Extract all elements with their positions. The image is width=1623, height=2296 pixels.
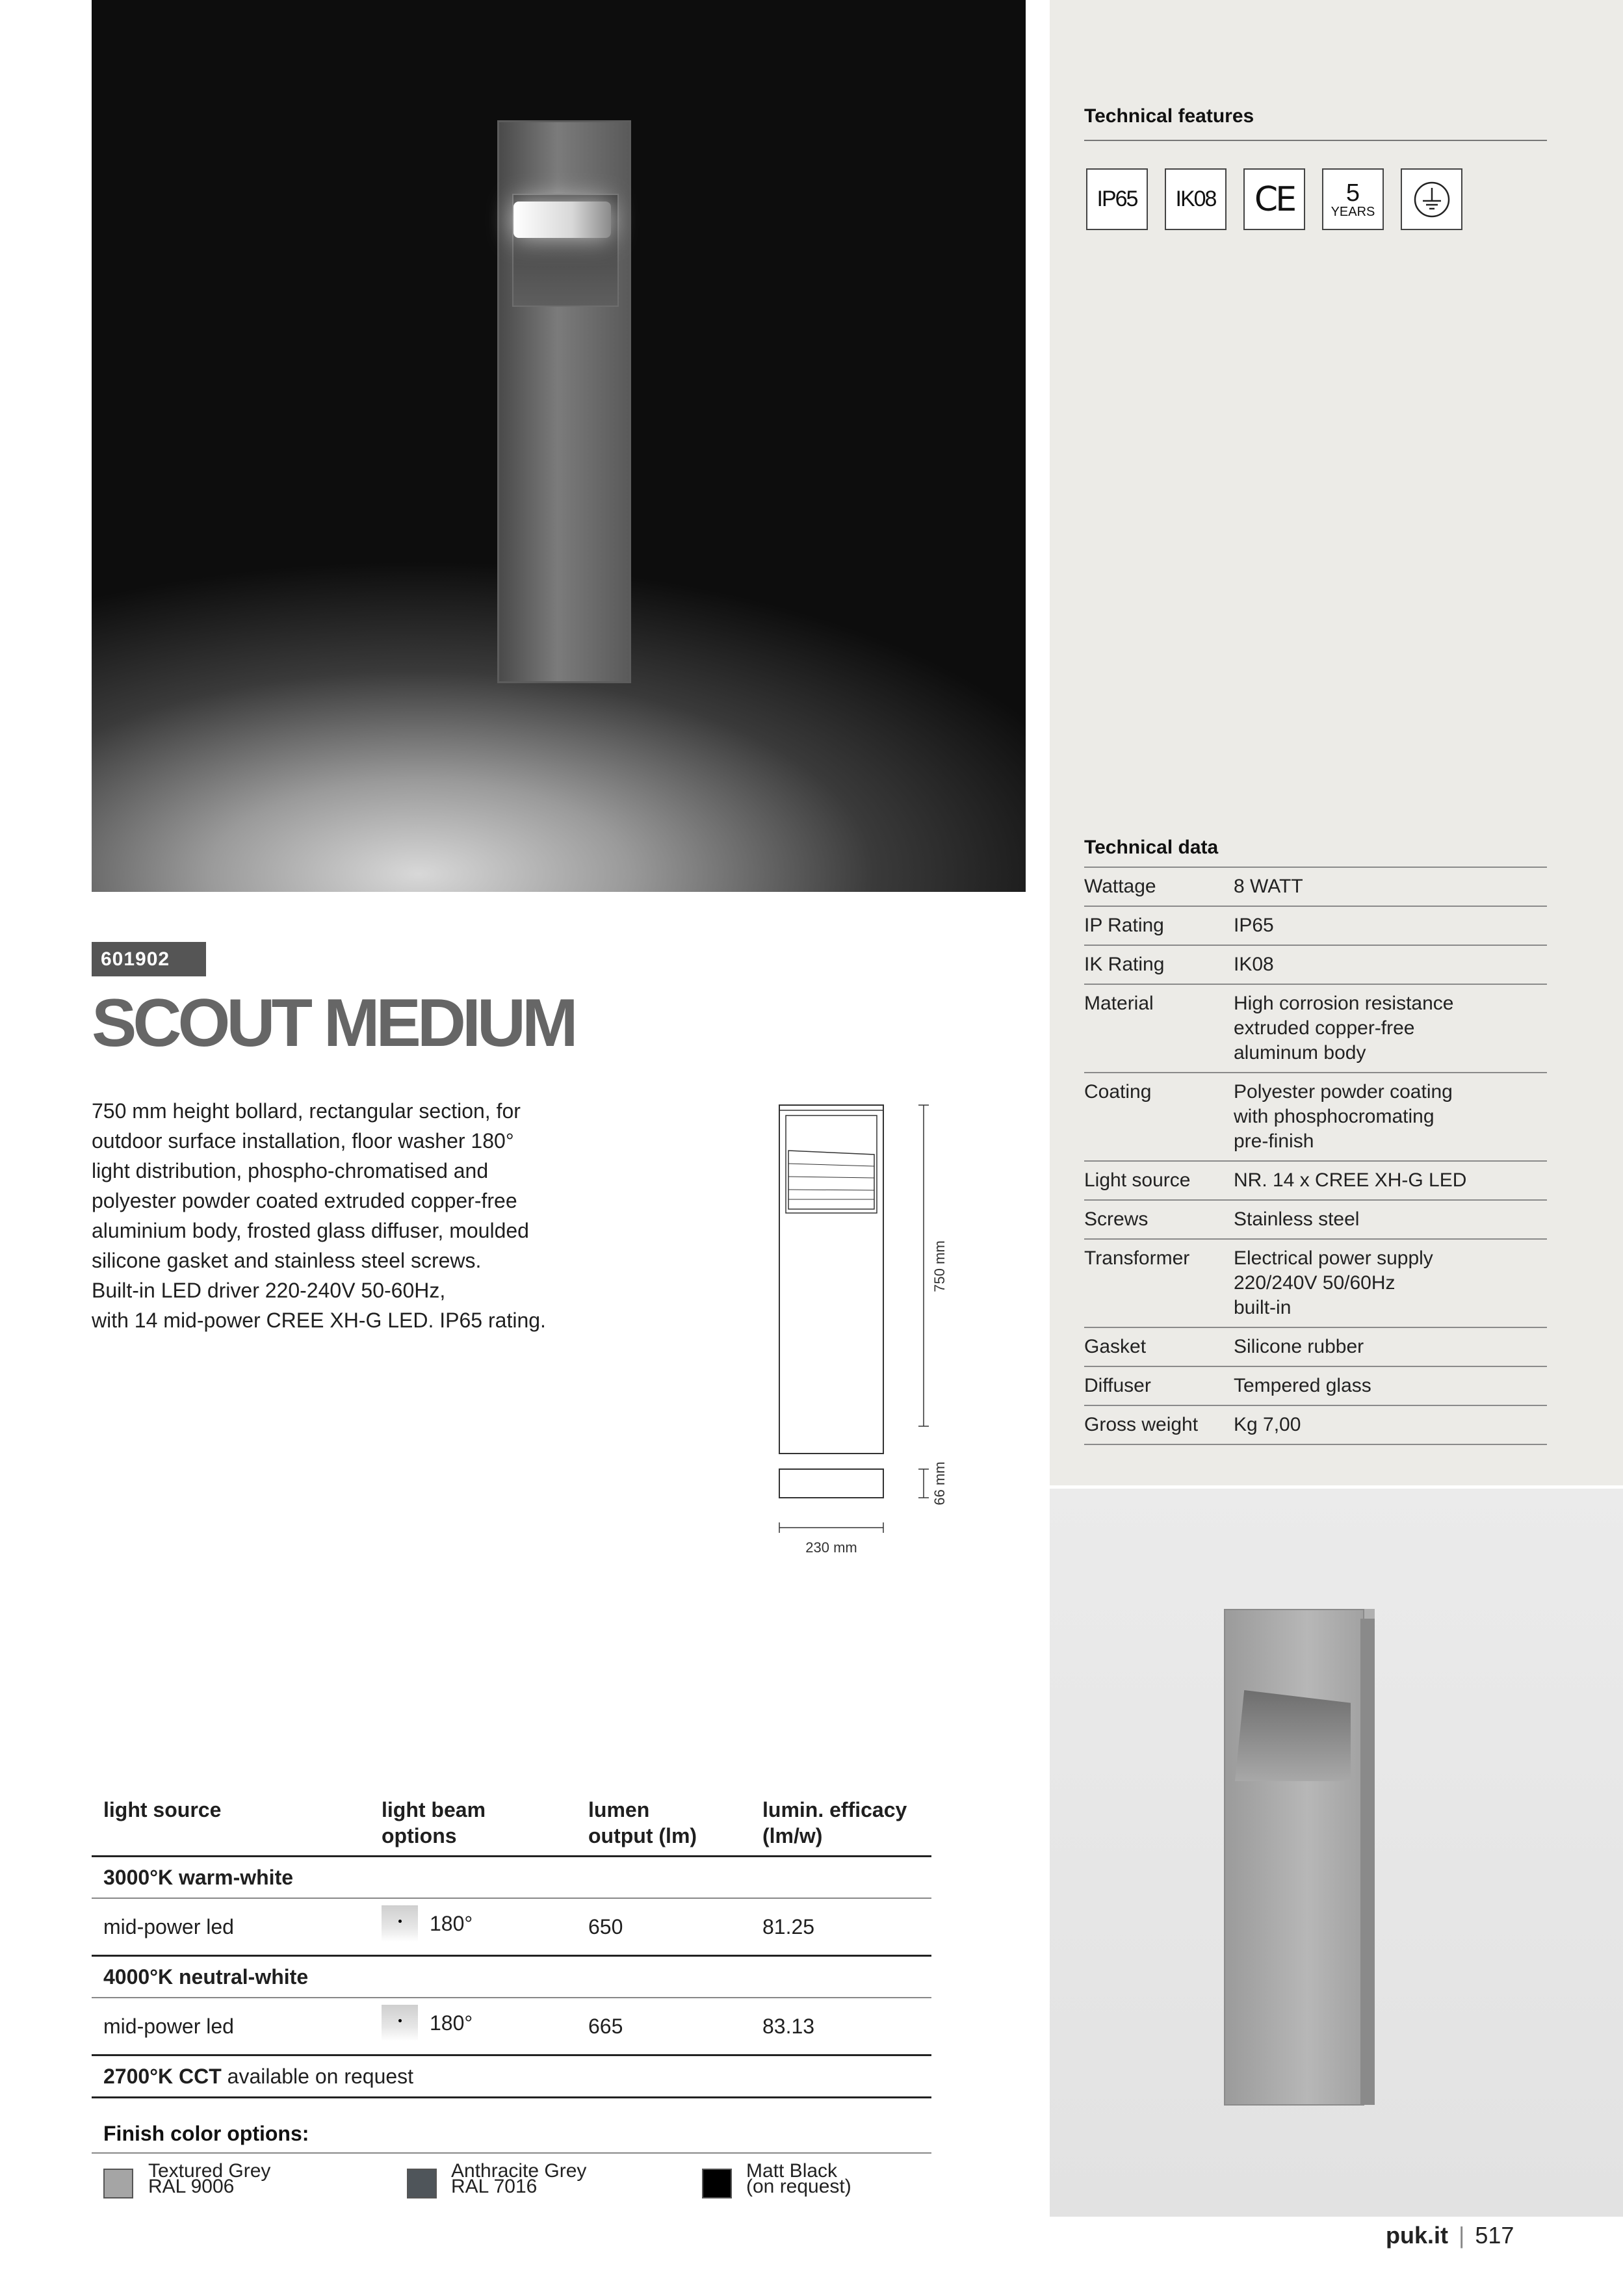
description-line: polyester powder coated extruded copper-free	[92, 1189, 517, 1212]
beam-180-icon	[382, 1905, 418, 1942]
spec-key: Transformer	[1084, 1239, 1234, 1327]
ik08-icon: IK08	[1165, 168, 1227, 230]
spec-key: Material	[1084, 984, 1234, 1073]
cell-beam: 180°	[370, 1998, 577, 2055]
description-line: light distribution, phospho-chromatised and	[92, 1159, 489, 1182]
performance-table	[92, 1794, 931, 2098]
spec-key: Wattage	[1084, 867, 1234, 906]
spec-value: IP65	[1234, 906, 1547, 945]
column-header: lumen output (lm)	[577, 1794, 751, 1857]
cell-efficacy: 83.13	[751, 1998, 931, 2055]
cell-lumen: 665	[577, 1998, 751, 2055]
swatch-label: Anthracite Grey RAL 7016	[451, 2160, 587, 2197]
technical-data-row	[1084, 1405, 1547, 1444]
website-link[interactable]: puk.it	[1386, 2222, 1448, 2249]
swatch-anthracite-grey	[407, 2169, 437, 2198]
product-description	[92, 1096, 599, 1335]
table-row	[92, 1898, 931, 1956]
page-number: 517	[1475, 2222, 1514, 2249]
warranty-icon: 5 YEARS	[1322, 168, 1384, 230]
product-photo	[1050, 1489, 1623, 2217]
spec-value: Tempered glass	[1234, 1366, 1547, 1405]
spec-key: Coating	[1084, 1073, 1234, 1161]
table-row	[92, 1998, 931, 2055]
spec-value: IK08	[1234, 945, 1547, 984]
depth-dimension-label: 66 mm	[931, 1461, 948, 1506]
description-line: outdoor surface installation, floor washer 180°	[92, 1129, 514, 1153]
group-label: 4000°K neutral-white	[92, 1956, 931, 1998]
spec-key: Screws	[1084, 1200, 1234, 1239]
spec-key: IK Rating	[1084, 945, 1234, 984]
description-line: aluminium body, frosted glass diffuser, moulded	[92, 1219, 529, 1242]
column-header: light source	[92, 1794, 370, 1857]
bollard-photo-figure	[497, 120, 631, 683]
spec-key: IP Rating	[1084, 906, 1234, 945]
spec-value: Polyester powder coating with phosphocromating pre-finish	[1234, 1073, 1547, 1161]
swatch-matt-black	[702, 2169, 732, 2198]
spec-value: NR. 14 x CREE XH-G LED	[1234, 1161, 1547, 1200]
technical-data-row	[1084, 945, 1547, 984]
availability-note: 2700°K CCT available on request	[92, 2055, 931, 2098]
height-dimension-label: 750 mm	[931, 1240, 948, 1292]
technical-data-title: Technical data	[1084, 837, 1219, 858]
technical-data-table	[1084, 867, 1547, 1445]
finish-divider	[92, 2152, 931, 2154]
spec-value: Electrical power supply 220/240V 50/60Hz built-in	[1234, 1239, 1547, 1327]
technical-data-row	[1084, 1073, 1547, 1161]
technical-data-row	[1084, 1239, 1547, 1327]
spec-value: Kg 7,00	[1234, 1405, 1547, 1444]
technical-data-row	[1084, 906, 1547, 945]
description-line: with 14 mid-power CREE XH-G LED. IP65 rating.	[92, 1309, 546, 1332]
description-line: Built-in LED driver 220-240V 50-60Hz,	[92, 1279, 446, 1302]
spec-key: Gasket	[1084, 1327, 1234, 1366]
cell-source: mid-power led	[92, 1898, 370, 1956]
finish-options-title: Finish color options:	[103, 2122, 309, 2145]
technical-features-title: Technical features	[1084, 105, 1254, 127]
earth-ground-icon	[1401, 168, 1462, 230]
group-label: 3000°K warm-white	[92, 1857, 931, 1899]
spec-key: Diffuser	[1084, 1366, 1234, 1405]
technical-features-divider	[1084, 140, 1547, 141]
swatch-textured-grey	[103, 2169, 133, 2198]
ce-mark-icon: CE	[1243, 168, 1305, 230]
spec-value: Stainless steel	[1234, 1200, 1547, 1239]
technical-data-row	[1084, 984, 1547, 1073]
cell-lumen: 650	[577, 1898, 751, 1956]
swatch-label: Textured Grey RAL 9006	[148, 2160, 271, 2197]
technical-data-row	[1084, 1327, 1547, 1366]
description-line: silicone gasket and stainless steel screws.	[92, 1249, 482, 1272]
technical-data-row	[1084, 1161, 1547, 1200]
product-title: SCOUT MEDIUM	[92, 985, 575, 1061]
technical-drawing	[770, 1099, 978, 1567]
product-code-badge: 601902	[92, 942, 206, 976]
width-dimension-label: 230 mm	[805, 1539, 857, 1556]
hero-photo	[92, 0, 1026, 892]
spec-value: High corrosion resistance extruded copper-free aluminum body	[1234, 984, 1547, 1073]
technical-data-row	[1084, 1200, 1547, 1239]
cell-beam: 180°	[370, 1898, 577, 1956]
swatch-label: Matt Black (on request)	[746, 2160, 851, 2197]
technical-data-row	[1084, 1366, 1547, 1405]
spec-key: Light source	[1084, 1161, 1234, 1200]
spec-value: 8 WATT	[1234, 867, 1547, 906]
column-header: light beam options	[370, 1794, 577, 1857]
technical-data-row	[1084, 867, 1547, 906]
ip65-icon: IP65	[1086, 168, 1148, 230]
spec-value: Silicone rubber	[1234, 1327, 1547, 1366]
beam-180-icon	[382, 2005, 418, 2041]
column-header: lumin. efficacy (lm/w)	[751, 1794, 931, 1857]
page-footer: puk.it | 517	[1386, 2222, 1514, 2249]
cell-source: mid-power led	[92, 1998, 370, 2055]
cell-efficacy: 81.25	[751, 1898, 931, 1956]
spec-key: Gross weight	[1084, 1405, 1234, 1444]
description-line: 750 mm height bollard, rectangular section, for	[92, 1099, 521, 1123]
